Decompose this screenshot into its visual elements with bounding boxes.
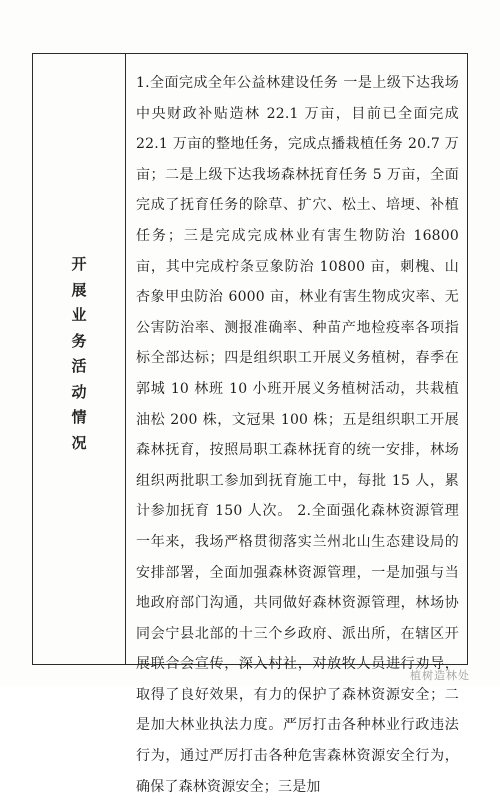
section-label-char: 情: [71, 408, 87, 426]
section-label-char: 动: [71, 382, 87, 401]
watermark-stamp: 植树造林处: [410, 669, 470, 682]
body-paragraph: 1.全面完成全年公益林建设任务 一是上级下达我场中央财政补贴造林 22.1 万亩，目前已全面完成 22.1 万亩的整地任务，完成点播栽植任务 20.7 万亩；二是上级下达我场森林抚育任务 5 万亩，全面完成了抚育任务的除草、扩穴、松土、培埂、补植任务；三是完成完成林业有害生物防治 16800 亩，其中完成柠条豆象防治 10800 亩，刺槐、山杏象甲虫防治 6000 亩，林业有害生物成灾率、无公害防治率、测报准确率、种苗产地检疫率各项指标全部达标；四是组织职工开展义务植树，春季在郭城 10 林班 10 小班开展义务植树活动，共栽植油松 200 株，文冠果 100 株；五是组织职工开展森林抚育，按照局职工森林抚育的统一安排，林场组织两批职工参加到抚育施工中，每批 15 人，累计参加抚育 150 人次。 2.全面强化森林资源管理 一年来，我场严格贯彻落实兰州北山生态建设局的安排部署，全面加强森林资源管理，一是加强与当地政府部门沟通，共同做好森林资源管理，林场协同会宁县北部的十三个乡政府、派出所，在辖区开展联合会宣传，深入村社，对放牧人员进行劝导，取得了良好效果，有力的保护了森林资源安全；二是加大林业执法力度。严厉打击各种林业行政违法行为，通过严厉打击各种危害森林资源安全行为，确保了森林资源安全；三是加: [136, 75, 459, 795]
section-label: [33, 252, 125, 456]
section-label-char: 况: [71, 433, 87, 452]
section-label-cell: [33, 54, 126, 664]
section-label-char: 业: [71, 306, 87, 324]
section-label-char: 务: [71, 331, 87, 350]
section-label-char: 活: [71, 357, 87, 375]
section-label-char: 开: [71, 255, 87, 273]
section-label-char: 展: [71, 280, 87, 299]
